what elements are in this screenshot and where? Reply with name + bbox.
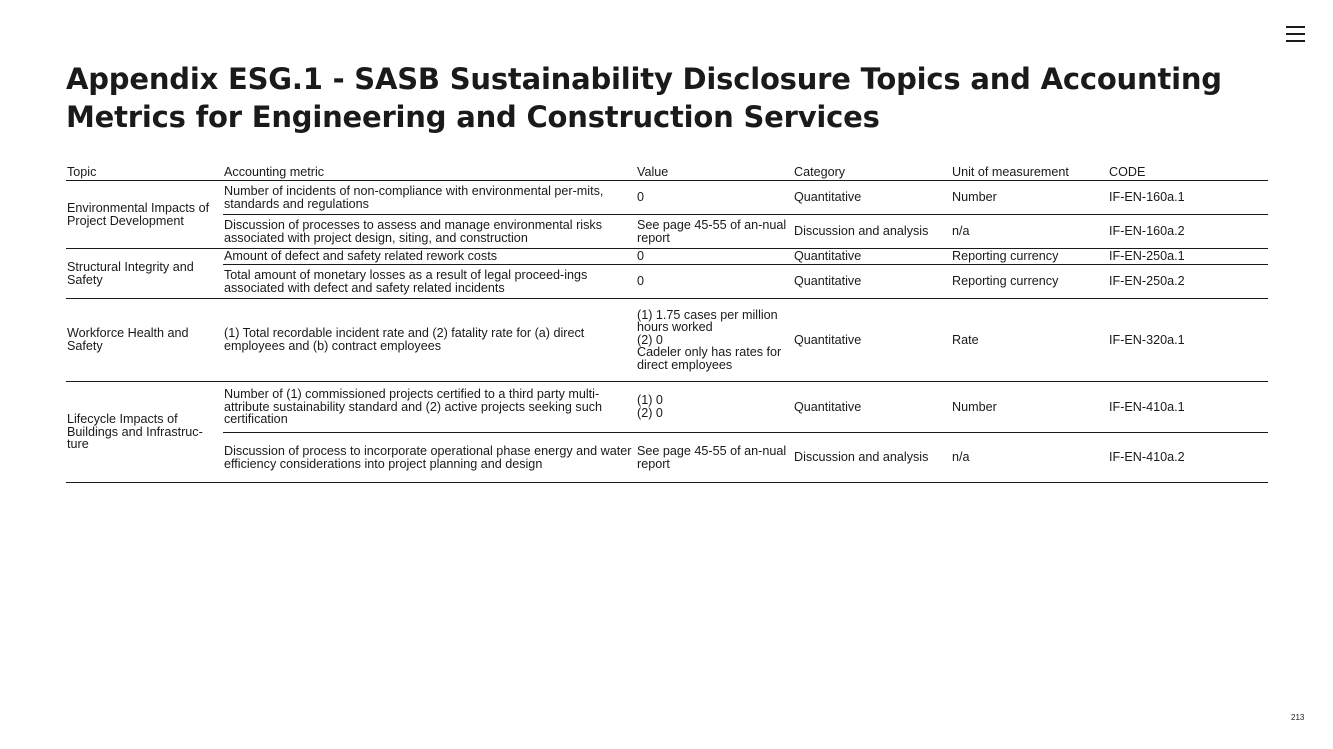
- value-line: Cadeler only has rates for direct employees: [637, 345, 782, 372]
- code-cell: IF-EN-250a.1: [1108, 249, 1268, 265]
- table-row: [66, 215, 1268, 249]
- code-cell: IF-EN-160a.2: [1108, 215, 1268, 249]
- metric-cell: (1) Total recordable incident rate and (2) fatality rate for (a) direct employees and (b) contract employees: [223, 299, 636, 382]
- hamburger-menu-icon[interactable]: [1286, 26, 1306, 46]
- unit-cell: n/a: [951, 433, 1108, 483]
- column-header: Topic: [66, 165, 223, 181]
- value-cell: See page 45-55 of an-nual report: [636, 433, 793, 483]
- category-cell: Quantitative: [793, 265, 951, 299]
- value-cell: 0: [636, 181, 793, 215]
- column-header: Unit of measurement: [951, 165, 1108, 181]
- table-row: [66, 433, 1268, 483]
- code-cell: IF-EN-410a.1: [1108, 382, 1268, 433]
- value-cell: [636, 382, 793, 433]
- category-cell: Discussion and analysis: [793, 433, 951, 483]
- category-cell: Quantitative: [793, 181, 951, 215]
- table-row: [66, 265, 1268, 299]
- value-cell: 0: [636, 265, 793, 299]
- table-row: [66, 181, 1268, 215]
- unit-cell: Number: [951, 382, 1108, 433]
- category-cell: Quantitative: [793, 299, 951, 382]
- topic-cell: Lifecycle Impacts of Buildings and Infrastruc-ture: [66, 382, 223, 483]
- page-title: Appendix ESG.1 - SASB Sustainability Disclosure Topics and Accounting Metrics for Engineering and Construction Services: [66, 62, 1222, 134]
- code-cell: IF-EN-250a.2: [1108, 265, 1268, 299]
- value-line: (1) 0: [637, 393, 663, 408]
- table-row: [66, 249, 1268, 265]
- topic-cell: Workforce Health and Safety: [66, 299, 223, 382]
- table-row: [66, 382, 1268, 433]
- column-header: Category: [793, 165, 951, 181]
- metric-cell: Number of incidents of non-compliance with environmental per-mits, standards and regulations: [223, 181, 636, 215]
- topic-cell: Environmental Impacts of Project Development: [66, 181, 223, 249]
- metric-cell: Total amount of monetary losses as a result of legal proceed-ings associated with defect and safety related incidents: [223, 265, 636, 299]
- table-header-row: [66, 165, 1268, 181]
- column-header: Accounting metric: [223, 165, 636, 181]
- metric-cell: Discussion of process to incorporate operational phase energy and water efficiency considerations into project planning and design: [223, 433, 636, 483]
- unit-cell: Number: [951, 181, 1108, 215]
- unit-cell: Reporting currency: [951, 265, 1108, 299]
- topic-cell: Structural Integrity and Safety: [66, 249, 223, 299]
- code-cell: IF-EN-160a.1: [1108, 181, 1268, 215]
- category-cell: Quantitative: [793, 249, 951, 265]
- value-cell: See page 45-55 of an-nual report: [636, 215, 793, 249]
- unit-cell: n/a: [951, 215, 1108, 249]
- page-number: 213: [1291, 713, 1305, 722]
- category-cell: Discussion and analysis: [793, 215, 951, 249]
- metric-cell: Number of (1) commissioned projects certified to a third party multi-attribute sustainability standard and (2) active projects seeking such certification: [223, 382, 636, 433]
- sasb-table: [66, 165, 1268, 483]
- unit-cell: Reporting currency: [951, 249, 1108, 265]
- unit-cell: Rate: [951, 299, 1108, 382]
- value-line: (2) 0: [637, 332, 663, 347]
- column-header: Value: [636, 165, 793, 181]
- value-cell: 0: [636, 249, 793, 265]
- column-header: CODE: [1108, 165, 1268, 181]
- value-line: (1) 1.75 cases per million hours worked: [637, 307, 778, 335]
- metric-cell: Discussion of processes to assess and manage environmental risks associated with project design, siting, and construction: [223, 215, 636, 249]
- category-cell: Quantitative: [793, 382, 951, 433]
- value-cell: [636, 299, 793, 382]
- metric-cell: Amount of defect and safety related rework costs: [223, 249, 636, 265]
- code-cell: IF-EN-410a.2: [1108, 433, 1268, 483]
- table-row: [66, 299, 1268, 382]
- value-line: (2) 0: [637, 406, 663, 420]
- code-cell: IF-EN-320a.1: [1108, 299, 1268, 382]
